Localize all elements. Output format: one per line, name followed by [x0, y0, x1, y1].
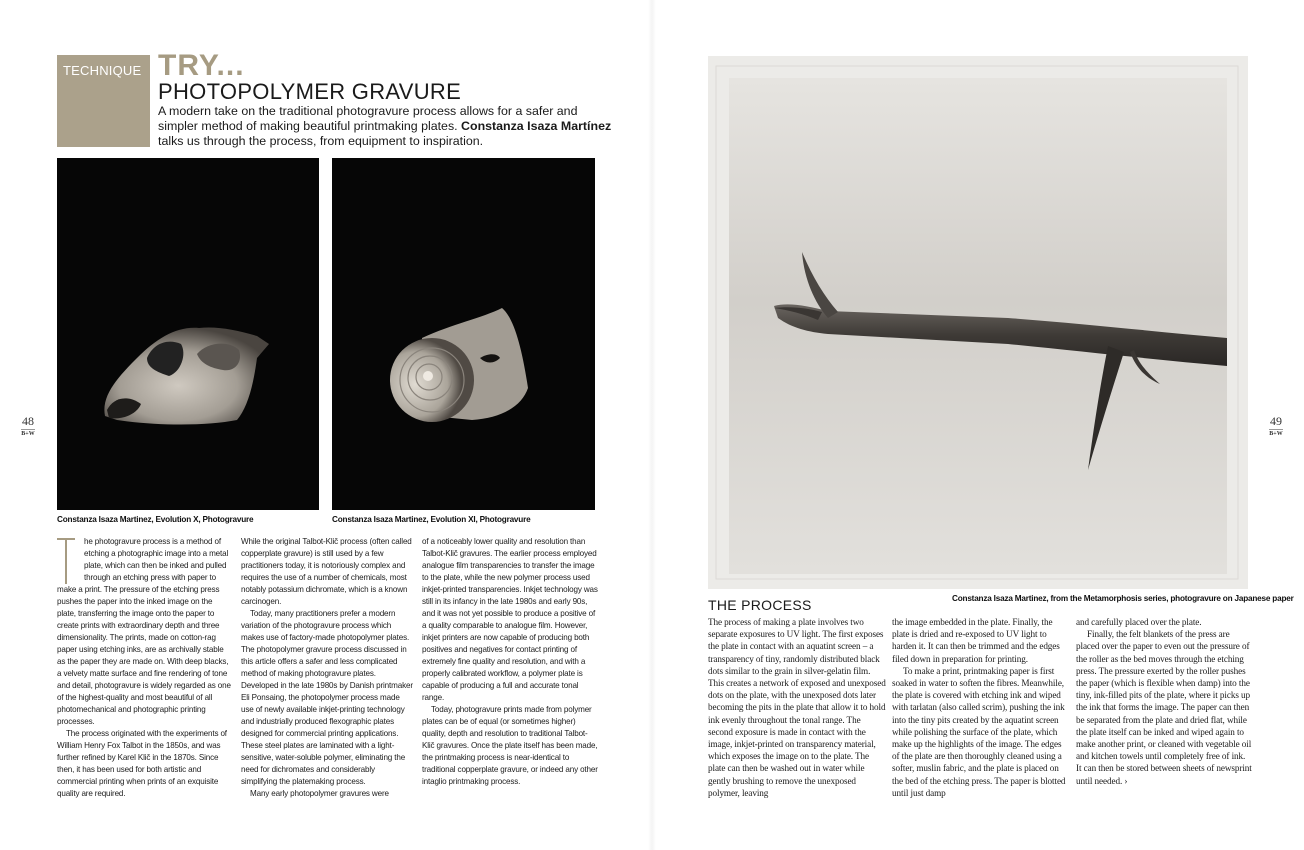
paragraph: and carefully placed over the plate. — [1076, 617, 1202, 627]
page-folio-right — [1262, 415, 1290, 437]
body-column-1 — [57, 536, 232, 800]
article-title: PHOTOPOLYMER GRAVURE — [158, 79, 462, 104]
process-column-3 — [1076, 616, 1252, 787]
body-column-2 — [241, 536, 413, 800]
spine-gutter — [648, 0, 656, 850]
section-label: TECHNIQUE — [63, 63, 142, 78]
page-number: 48 — [22, 414, 34, 428]
magazine-brand: B+W — [1269, 431, 1283, 437]
paragraph: Many early photopolymer gravures were — [250, 789, 389, 798]
folio-rule — [1269, 429, 1283, 430]
folio-rule — [21, 429, 35, 430]
broken-shell-illustration — [57, 158, 319, 510]
section-heading: THE PROCESS — [708, 597, 812, 613]
paragraph: Today, many practitioners prefer a modern variation of the photogravure process which makes use of factory-made photopolymer plates. The photopolymer gravure process discussed in this article offers a safer and less complicated method of making photogravure plates. Developed in the late 1980s by Danish printmaker Eli Ponsaing, the photopolymer process made use of newly available inkjet-printing technology and industrially produced flexographic plates designed for commercial printing applications. These steel plates are laminated with a light-sensitive, water-soluble polymer, eliminating the need for dichromates and considerably simplifying the platemaking process. — [241, 609, 413, 786]
kicker: TRY... — [158, 49, 245, 82]
paragraph: Today, photogravure prints made from polymer plates can be of equal (or sometimes higher) quality, depth and resolution to traditional Talbot-Klič gravures. Once the plate itself has been made, the printmaking process is near-identical to traditional copperplate gravure, or indeed any other intaglio printmaking process. — [422, 705, 598, 786]
paragraph: The process originated with the experiments of William Henry Fox Talbot in the 1850s, and was further refined by Karel Klič in the 1870s. Since then, it has been used for both artistic and commercial printing when prints of an exquisite quality are required. — [57, 729, 227, 798]
spiral-shell-illustration — [332, 158, 595, 510]
paragraph: the image embedded in the plate. Finally, the plate is dried and re-exposed to UV light to harden it. It can then be trimmed and the edges filed down in preparation for printing. — [892, 617, 1060, 664]
author-name: Constanza Isaza Martínez — [461, 119, 612, 133]
body-column-3 — [422, 536, 598, 788]
magazine-brand: B+W — [21, 431, 35, 437]
drop-cap-t — [57, 536, 79, 580]
paragraph: Finally, the felt blankets of the press are placed over the paper to even out the pressure of the roller as the bed moves through the etching press. The pressure exerted by the roller pushes the paper (which is flexible when damp) into the tiny, ink-filled pits of the plate, where it picks up the ink that forms the image. The paper can then be separated from the plate and dried flat, while the plate itself can be inked and wiped again to make another print, or cleaned with vegetable oil and kitchen towels until completely free of ink. It can then be stored between sheets of newsprint until needed. › — [1076, 629, 1252, 786]
section-label-box — [57, 55, 150, 147]
thorn-branch-illustration — [708, 56, 1248, 589]
thorn-branch-photo — [708, 56, 1248, 589]
broken-shell-photo — [57, 158, 319, 510]
standfirst-text: A modern take on the traditional photogravure process allows for a safer and simpler method of making beautiful printmaking plates. — [158, 104, 578, 133]
paragraph: The process of making a plate involves two separate exposures to UV light. The first exposes the plate in contact with an aquatint screen – a transparency of tiny, randomly distributed black dots similar to the grain in silver-gelatin film. This creates a network of exposed and unexposed dots on the plate, with the unexposed dots later becoming the pits in the plate that allow it to hold ink evenly throughout the tonal range. The second exposure is made in contact with the image, inkjet-printed on transparency material, which exposes the image on to the plate. The plate can then be washed out in water while gently brushing to remove the unexposed polymer, leaving — [708, 617, 886, 798]
process-column-2 — [892, 616, 1070, 799]
photo-caption: Constanza Isaza Martinez, from the Metamorphosis series, photogravure on Japanese paper — [952, 594, 1294, 603]
photo-caption: Constanza Isaza Martinez, Evolution XI, Photogravure — [332, 515, 531, 524]
photo-caption: Constanza Isaza Martinez, Evolution X, Photogravure — [57, 515, 254, 524]
paragraph: To make a print, printmaking paper is first soaked in water to soften the fibres. Meanwhile, the plate is covered with etching ink and wiped with tarlatan (also called scrim), pushing the ink into the tiny pits created by the aquatint screen while polishing the surface of the plate, which make up the highlights of the image. The edges of the plate are then thoroughly cleaned using a softer, muslin fabric, and the plate is placed on the bed of the etching press. The paper is blotted until just damp — [892, 665, 1066, 798]
page-number: 49 — [1270, 414, 1282, 428]
standfirst — [158, 104, 618, 149]
standfirst-text-end: talks us through the process, from equipment to inspiration. — [158, 134, 484, 148]
page-folio-left — [14, 415, 42, 437]
paragraph: While the original Talbot-Klič process (often called copperplate gravure) is still used by a few practitioners today, it is notoriously complex and requires the use of a number of chemicals, most notably potassium dichromate, which is a known carcinogen. — [241, 537, 412, 606]
paragraph: of a noticeably lower quality and resolution than Talbot-Klič gravures. The earlier process employed analogue film transparencies to transfer the image to the plate, while the new polymer process used inkjet-printed transparencies. Inkjet technology was still in its infancy in the late 1980s and early 90s, and it was not yet possible to produce a positive of a quality comparable to analogue film. However, inkjet printers are now capable of producing both positives and negatives for contact printing of extremely fine quality and resolution, and with a properly calibrated workflow, a polymer plate is capable of producing a full and accurate tonal range. — [422, 537, 598, 702]
spiral-shell-photo — [332, 158, 595, 510]
paragraph: he photogravure process is a method of etching a photographic image into a metal plate, which can then be inked and pulled through an etching press with paper to make a print. The pressure of the etching press pushes the paper into the inked image on the plate, transferring the image onto the paper to create prints with extraordinary depth and three dimensionality. The prints, made on cotton-rag paper using etching inks, are as archivally stable as the paper they are made on. With deep blacks, a velvety matte surface and fine rendering of tone and detail, photogravure is widely regarded as one of the highest-quality and most beautiful of all photomechanical and photographic printing processes. — [57, 537, 231, 726]
process-column-1 — [708, 616, 886, 799]
